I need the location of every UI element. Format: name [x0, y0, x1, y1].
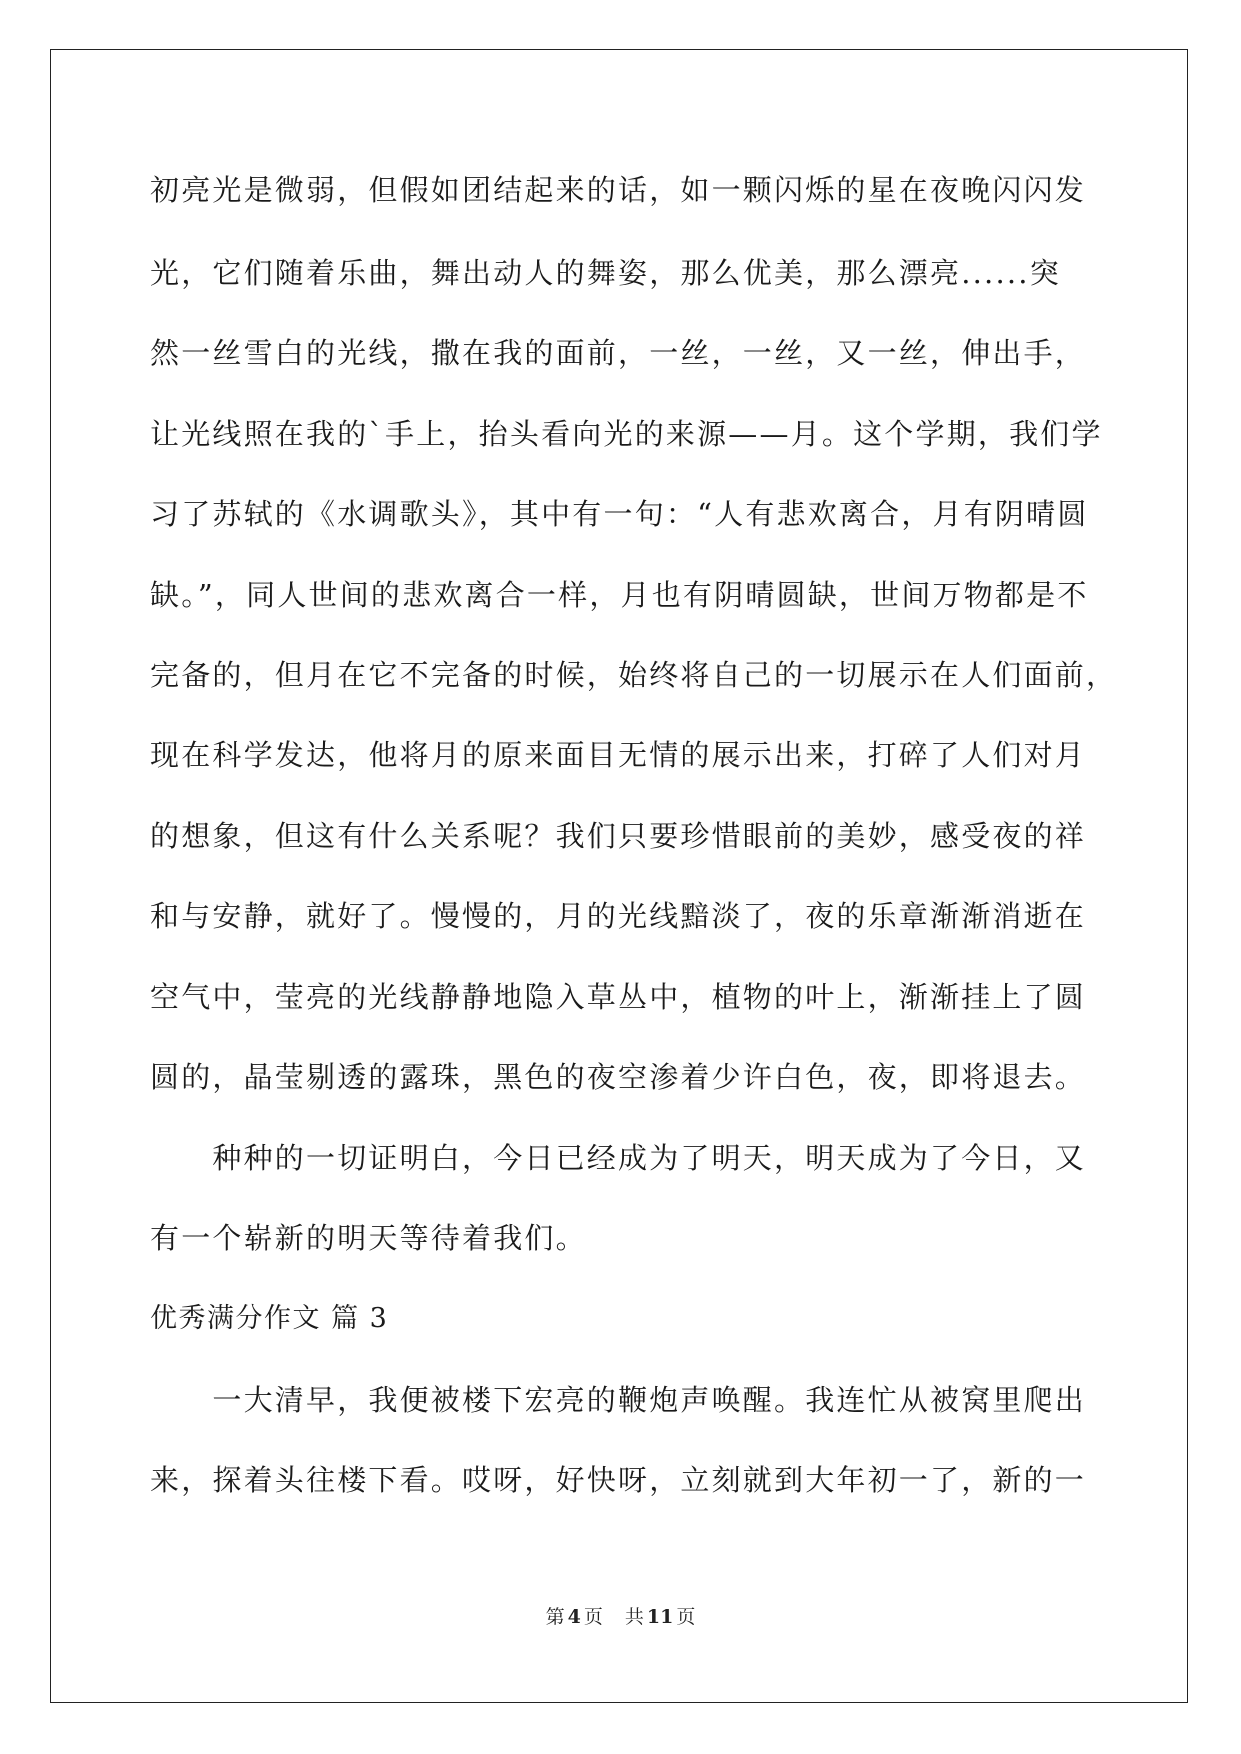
text-line-5: 习了苏轼的《水调歌头》，其中有一句：“人有悲欢离合，月有阴晴圆 — [150, 497, 1089, 531]
page-current: 4 — [567, 1606, 581, 1628]
text-line-12: 圆的，晶莹剔透的露珠，黑色的夜空渗着少许白色，夜，即将退去。 — [150, 1060, 1087, 1094]
text-line-13: 种种的一切证明白，今日已经成为了明天，明天成为了今日，又 — [150, 1141, 1087, 1175]
text-line-9: 的想象，但这有什么关系呢？我们只要珍惜眼前的美妙，感受夜的祥 — [150, 819, 1087, 853]
text-line-14: 有一个崭新的明天等待着我们。 — [150, 1221, 587, 1255]
total-unit: 页 — [676, 1606, 696, 1628]
page-unit: 页 — [583, 1606, 603, 1628]
section-heading: 优秀满分作文 篇 3 — [150, 1303, 389, 1334]
text-line-3: 然一丝雪白的光线，撒在我的面前，一丝，一丝，又一丝，伸出手， — [150, 336, 1087, 370]
page-prefix: 第 — [545, 1606, 565, 1628]
total-prefix: 共 — [624, 1606, 644, 1628]
text-line-16: 来，探着头往楼下看。哎呀，好快呀，立刻就到大年初一了，新的一 — [150, 1463, 1087, 1497]
page-frame — [50, 49, 1188, 1703]
text-line-7: 完备的，但月在它不完备的时候，始终将自己的一切展示在人们面前， — [150, 658, 1118, 692]
page-total: 11 — [646, 1606, 674, 1628]
page-footer — [0, 1604, 1241, 1630]
text-line-11: 空气中，莹亮的光线静静地隐入草丛中，植物的叶上，渐渐挂上了圆 — [150, 980, 1087, 1014]
text-line-6: 缺。”，同人世间的悲欢离合一样，月也有阴晴圆缺，世间万物都是不 — [150, 578, 1089, 612]
text-line-10: 和与安静，就好了。慢慢的，月的光线黯淡了，夜的乐章渐渐消逝在 — [150, 899, 1087, 933]
text-line-2: 光，它们随着乐曲，舞出动人的舞姿，那么优美，那么漂亮......突 — [150, 256, 1061, 290]
text-line-4: 让光线照在我的`手上，抬头看向光的来源——月。这个学期，我们学 — [150, 417, 1103, 451]
text-line-1: 初亮光是微弱，但假如团结起来的话，如一颗闪烁的星在夜晚闪闪发 — [150, 173, 1087, 207]
text-line-8: 现在科学发达，他将月的原来面目无情的展示出来，打碎了人们对月 — [150, 738, 1087, 772]
text-line-15: 一大清早，我便被楼下宏亮的鞭炮声唤醒。我连忙从被窝里爬出 — [150, 1383, 1087, 1417]
